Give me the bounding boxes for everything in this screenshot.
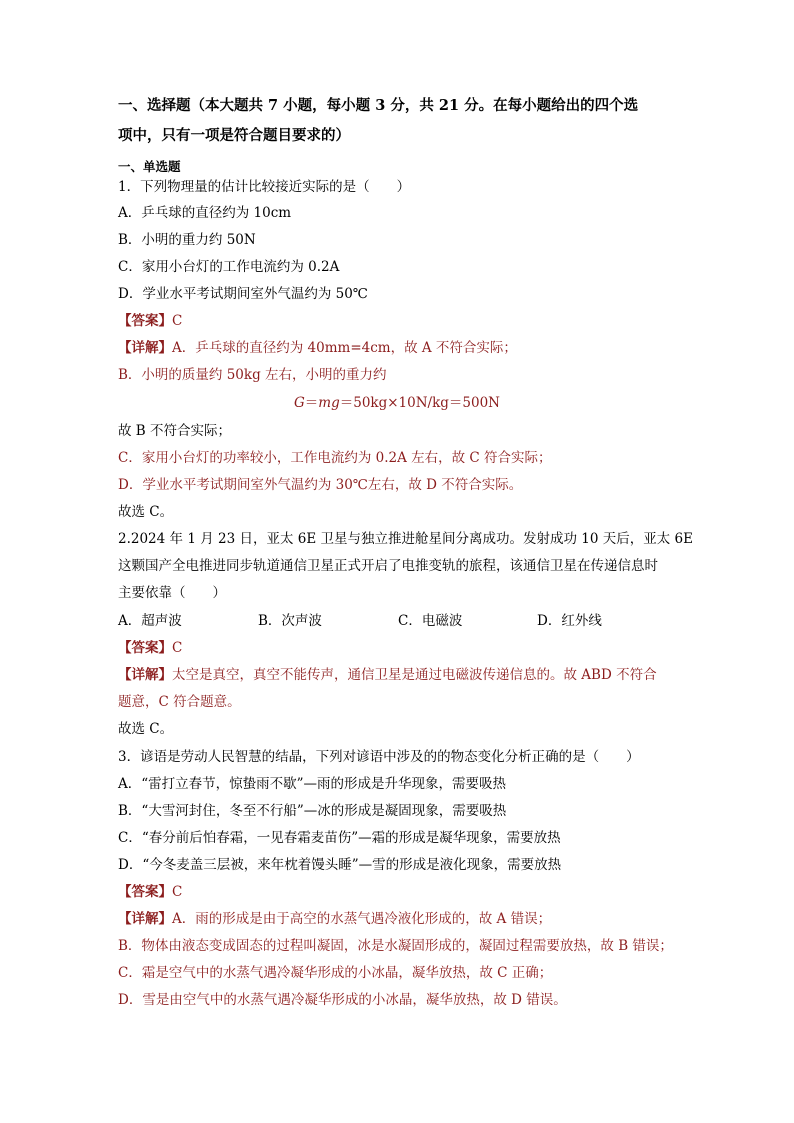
q3-answer-value: C [172, 884, 183, 900]
q3-detail-tag: 【详解】 [118, 911, 172, 927]
q3-option-b: B．“大雪河封住，冬至不行船”—冰的形成是凝固现象，需要吸热 [118, 803, 507, 819]
q1-option-c: C．家用小台灯的工作电流约为 0.2A [118, 259, 340, 275]
q1-option-b: B．小明的重力约 50N [118, 232, 256, 248]
section-heading-line1: 一、选择题（本大题共 7 小题，每小题 3 分，共 21 分。在每小题给出的四个选 [118, 97, 639, 114]
q2-conclusion: 故选 C。 [118, 721, 174, 737]
q2-detail-line2: 题意，C 符合题意。 [118, 694, 241, 710]
q3-detail-a [118, 910, 551, 928]
q2-detail-text: 太空是真空，真空不能传声，通信卫星是通过电磁波传递信息的。故 ABD 不符合 [172, 667, 657, 683]
q2-stem-line2: 这颗国产全电推进同步轨道通信卫星正式开启了电推变轨的旅程，该通信卫星在传递信息时 [118, 558, 658, 574]
q3-detail-d: D．雪是由空气中的水蒸气遇冷凝华形成的小冰晶，凝华放热，故 D 错误。 [118, 992, 567, 1008]
q3-option-d: D．“今冬麦盖三层被，来年枕着馒头睡”—雪的形成是液化现象，需要放热 [118, 857, 562, 873]
q1-formula [0, 394, 794, 412]
q1-answer [118, 312, 182, 330]
q1-stem: 1．下列物理量的估计比较接近实际的是（ ） [118, 179, 411, 195]
q2-option-a: A．超声波 [118, 613, 182, 629]
q2-option-c: C．电磁波 [398, 613, 463, 629]
q3-detail-c: C．霜是空气中的水蒸气遇冷凝华形成的小冰晶，凝华放热，故 C 正确； [118, 965, 553, 981]
q2-answer-tag: 【答案】 [118, 640, 172, 656]
q2-answer [118, 639, 182, 657]
q1-answer-tag: 【答案】 [118, 313, 172, 329]
q2-stem-line3: 主要依靠（ ） [118, 585, 226, 601]
q3-detail-a-text: A．雨的形成是由于高空的水蒸气遇冷液化形成的，故 A 错误； [172, 911, 552, 927]
section-heading-line2: 项中，只有一项是符合题目要求的） [118, 127, 350, 144]
q1-formula-rest: ＝50kg×10N/kg＝500N [339, 395, 500, 411]
q1-formula-eq: ＝ [304, 395, 319, 411]
q1-answer-value: C [172, 313, 183, 329]
q3-stem: 3．谚语是劳动人民智慧的结晶，下列对谚语中涉及的的物态变化分析正确的是（ ） [118, 749, 640, 765]
q1-detail-d: D．学业水平考试期间室外气温约为 30℃左右，故 D 不符合实际。 [118, 477, 523, 493]
q3-detail-b: B．物体由液态变成固态的过程叫凝固，冰是水凝固形成的，凝固过程需要放热，故 B 错误； [118, 938, 673, 954]
q2-detail-tag: 【详解】 [118, 667, 172, 683]
q1-conclusion: 故选 C。 [118, 504, 174, 520]
subheading: 一、单选题 [118, 159, 181, 174]
q1-option-a: A．乒乓球的直径约为 10cm [118, 205, 292, 221]
q2-option-d: D．红外线 [537, 613, 602, 629]
q1-formula-g: G [293, 395, 305, 411]
q3-option-a: A．“雷打立春节，惊蛰雨不歇”—雨的形成是升华现象，需要吸热 [118, 776, 507, 792]
q2-option-b: B．次声波 [258, 613, 322, 629]
q1-detail-b2: 故 B 不符合实际； [118, 423, 232, 439]
q1-detail-a [118, 339, 517, 357]
q2-detail-line1 [118, 666, 657, 684]
q1-detail-a-text: A．乒乓球的直径约为 40mm=4cm，故 A 不符合实际； [172, 340, 517, 356]
q2-stem-line1: 2.2024 年 1 月 23 日，亚太 6E 卫星与独立推进舱星间分离成功。发射成功 10 天后，亚太 6E [118, 531, 693, 547]
q3-answer [118, 883, 182, 901]
q1-detail-tag: 【详解】 [118, 340, 172, 356]
q2-answer-value: C [172, 640, 183, 656]
q3-answer-tag: 【答案】 [118, 884, 172, 900]
q1-formula-mg: mg [318, 395, 340, 411]
q1-detail-b: B．小明的质量约 50kg 左右，小明的重力约 [118, 367, 387, 383]
q1-option-d: D．学业水平考试期间室外气温约为 50℃ [118, 286, 368, 302]
q1-detail-c: C．家用小台灯的功率较小，工作电流约为 0.2A 左右，故 C 符合实际； [118, 450, 552, 466]
q3-option-c: C．“春分前后怕春霜，一见春霜麦苗伤”—霜的形成是凝华现象，需要放热 [118, 830, 561, 846]
